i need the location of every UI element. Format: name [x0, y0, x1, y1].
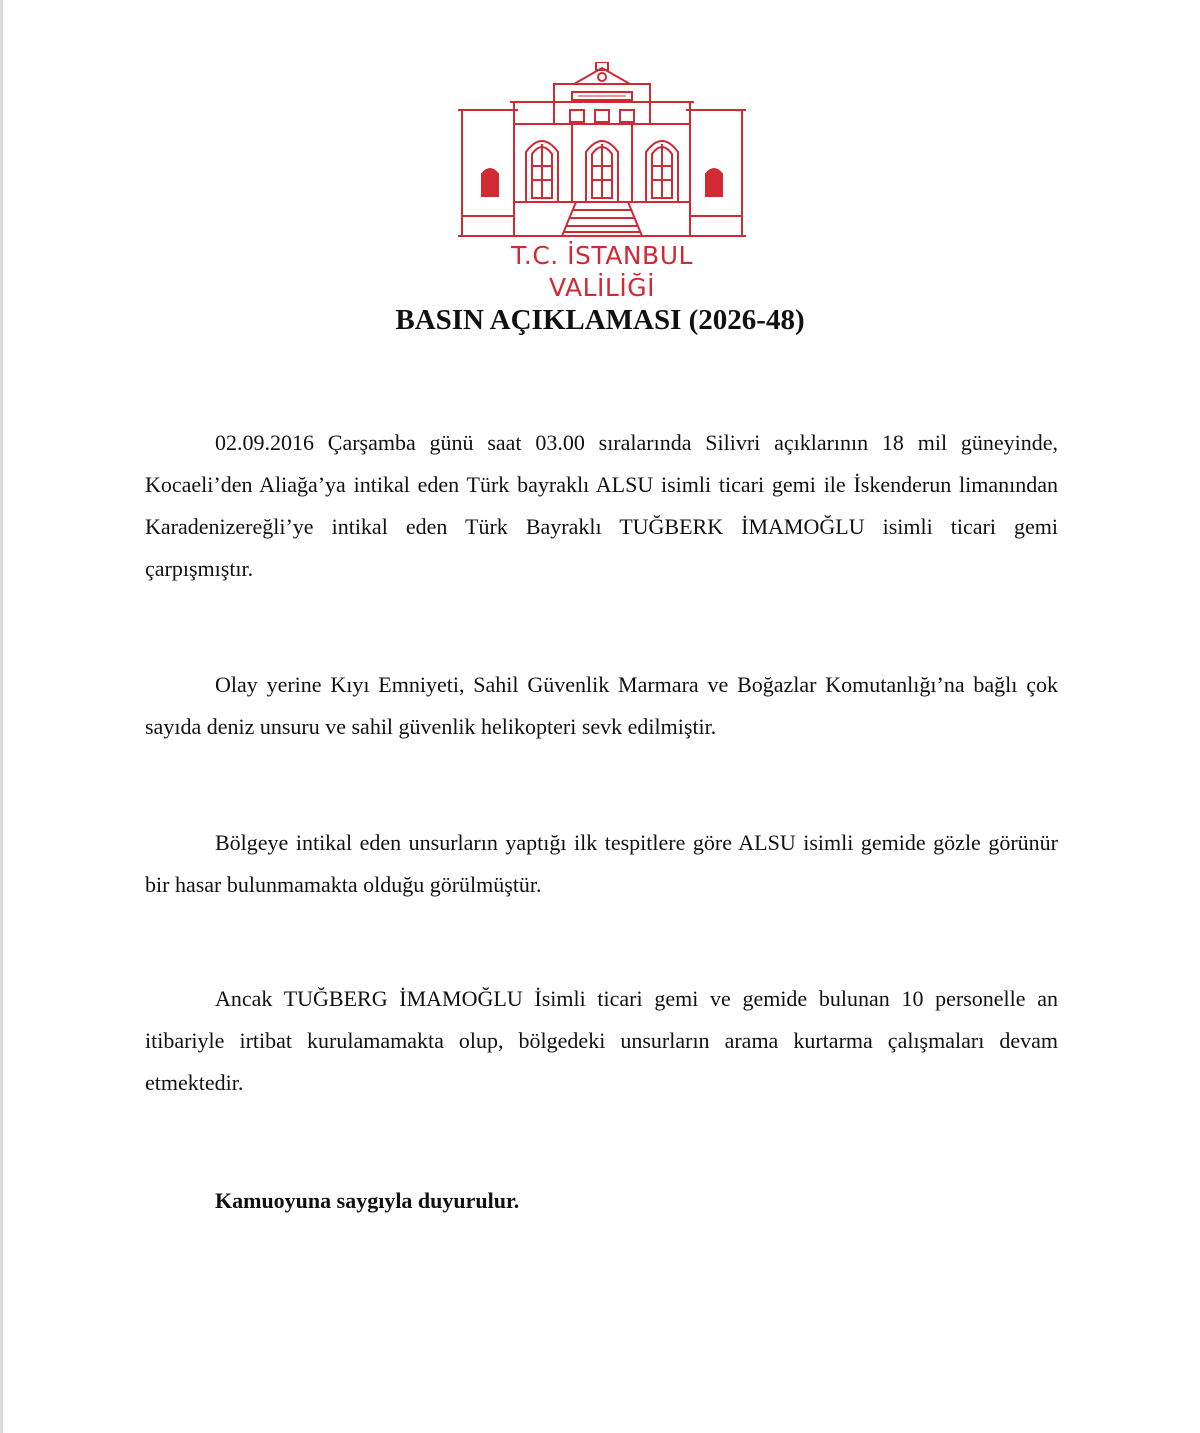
- page-edge: [0, 0, 3, 1433]
- logo-text: T.C. İSTANBUL VALİLİĞİ: [511, 241, 693, 302]
- paragraph-1: 02.09.2016 Çarşamba günü saat 03.00 sıralarında Silivri açıklarının 18 mil güneyinde, Kocaeli’den Aliağa’ya intikal eden Türk bayraklı ALSU isimli ticari gemi ile İskenderun limanından Karadenizereğli’ye intikal eden Türk Bayraklı TUĞBERK İMAMOĞLU isimli ticari gemi çarpışmıştır.: [145, 430, 1058, 581]
- paragraph-2: Olay yerine Kıyı Emniyeti, Sahil Güvenlik Marmara ve Boğazlar Komutanlığı’na bağlı çok sayıda deniz unsuru ve sahil güvenlik helikopteri sevk edilmiştir.: [145, 672, 1058, 739]
- governorship-logo: [454, 62, 750, 302]
- paragraph-3: Bölgeye intikal eden unsurların yaptığı ilk tespitlere göre ALSU isimli gemide gözle görünür bir hasar bulunmamakta olduğu görülmüştür.: [145, 830, 1058, 897]
- paragraph-4: Ancak TUĞBERG İMAMOĞLU İsimli ticari gemi ve gemide bulunan 10 personelle an itibariyle irtibat kurulamamakta olup, bölgedeki unsurların arama kurtarma çalışmaları devam etmektedir.: [145, 986, 1058, 1095]
- page-title: BASIN AÇIKLAMASI (2026-48): [395, 304, 805, 336]
- closing-statement: Kamuoyuna saygıyla duyurulur.: [215, 1188, 520, 1213]
- building-emblem-icon: [454, 62, 750, 240]
